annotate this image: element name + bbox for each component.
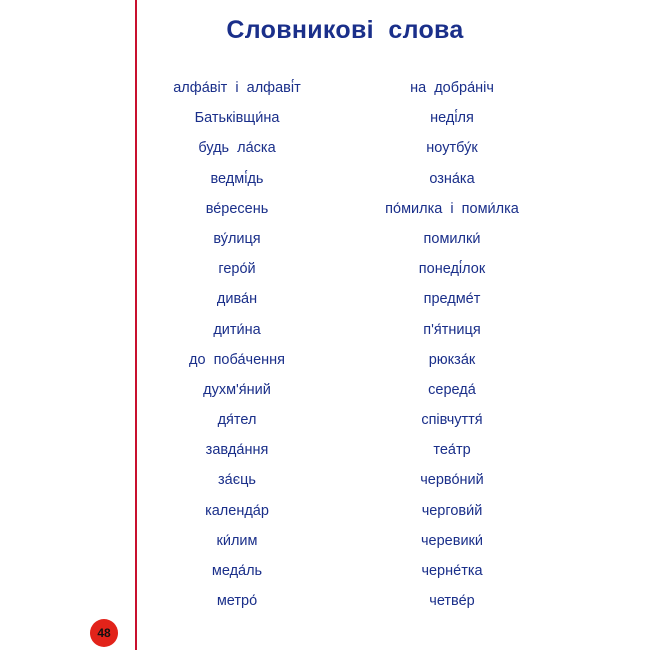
word-list-item: чергови́й: [421, 502, 483, 519]
word-list-item: ву́лиця: [213, 230, 261, 247]
page-number-badge: 48: [90, 619, 118, 647]
word-list-item: завда́ння: [205, 442, 269, 459]
word-list-item: до поба́чення: [188, 351, 286, 368]
word-list-item: ве́ресень: [205, 200, 269, 217]
word-list-item: на добра́ніч: [410, 80, 494, 96]
word-list-item: п'я́тниця: [423, 321, 481, 338]
word-list-item: за́єць: [218, 472, 256, 489]
word-list-item: черне́тка: [421, 563, 483, 579]
word-list-item: геро́й: [218, 261, 256, 278]
word-list-right: [352, 73, 552, 616]
word-list-item: по́милка і поми́лка: [385, 200, 519, 217]
word-list-item: духм'я́ний: [203, 381, 271, 398]
word-list-item: предме́т: [423, 291, 481, 308]
word-list-item: дити́на: [213, 321, 261, 338]
word-list-item: Батьківщи́на: [194, 110, 280, 127]
word-list-left: [137, 73, 337, 616]
word-list-item: рюкза́к: [428, 351, 476, 368]
word-list-item: будь ла́ска: [198, 140, 276, 157]
word-list-item: середа́: [428, 381, 476, 398]
word-list-item: календа́р: [205, 502, 269, 519]
word-list-item: меда́ль: [211, 563, 263, 579]
word-list-item: метро́: [216, 593, 258, 610]
word-list-item: понеді́лок: [418, 261, 486, 278]
word-list-item: ноутбу́к: [426, 140, 478, 157]
word-list-item: ведмі́дь: [210, 170, 264, 187]
word-list-item: неді́ля: [430, 110, 474, 127]
word-list-item: черво́ний: [420, 472, 484, 489]
page-title: Словникові слова: [226, 16, 464, 44]
word-list-item: четве́р: [429, 593, 475, 610]
word-list-item: черевики́: [421, 532, 483, 549]
word-list-item: алфа́віт і алфаві́т: [173, 80, 301, 96]
word-list-item: озна́ка: [429, 170, 475, 187]
word-list-item: дя́тел: [217, 412, 257, 429]
word-list-item: ки́лим: [216, 532, 258, 549]
word-list-item: дива́н: [216, 291, 258, 308]
word-list-item: помилки́: [423, 230, 481, 247]
word-list-item: співчуття́: [421, 412, 483, 429]
word-list-item: теа́тр: [433, 442, 471, 459]
